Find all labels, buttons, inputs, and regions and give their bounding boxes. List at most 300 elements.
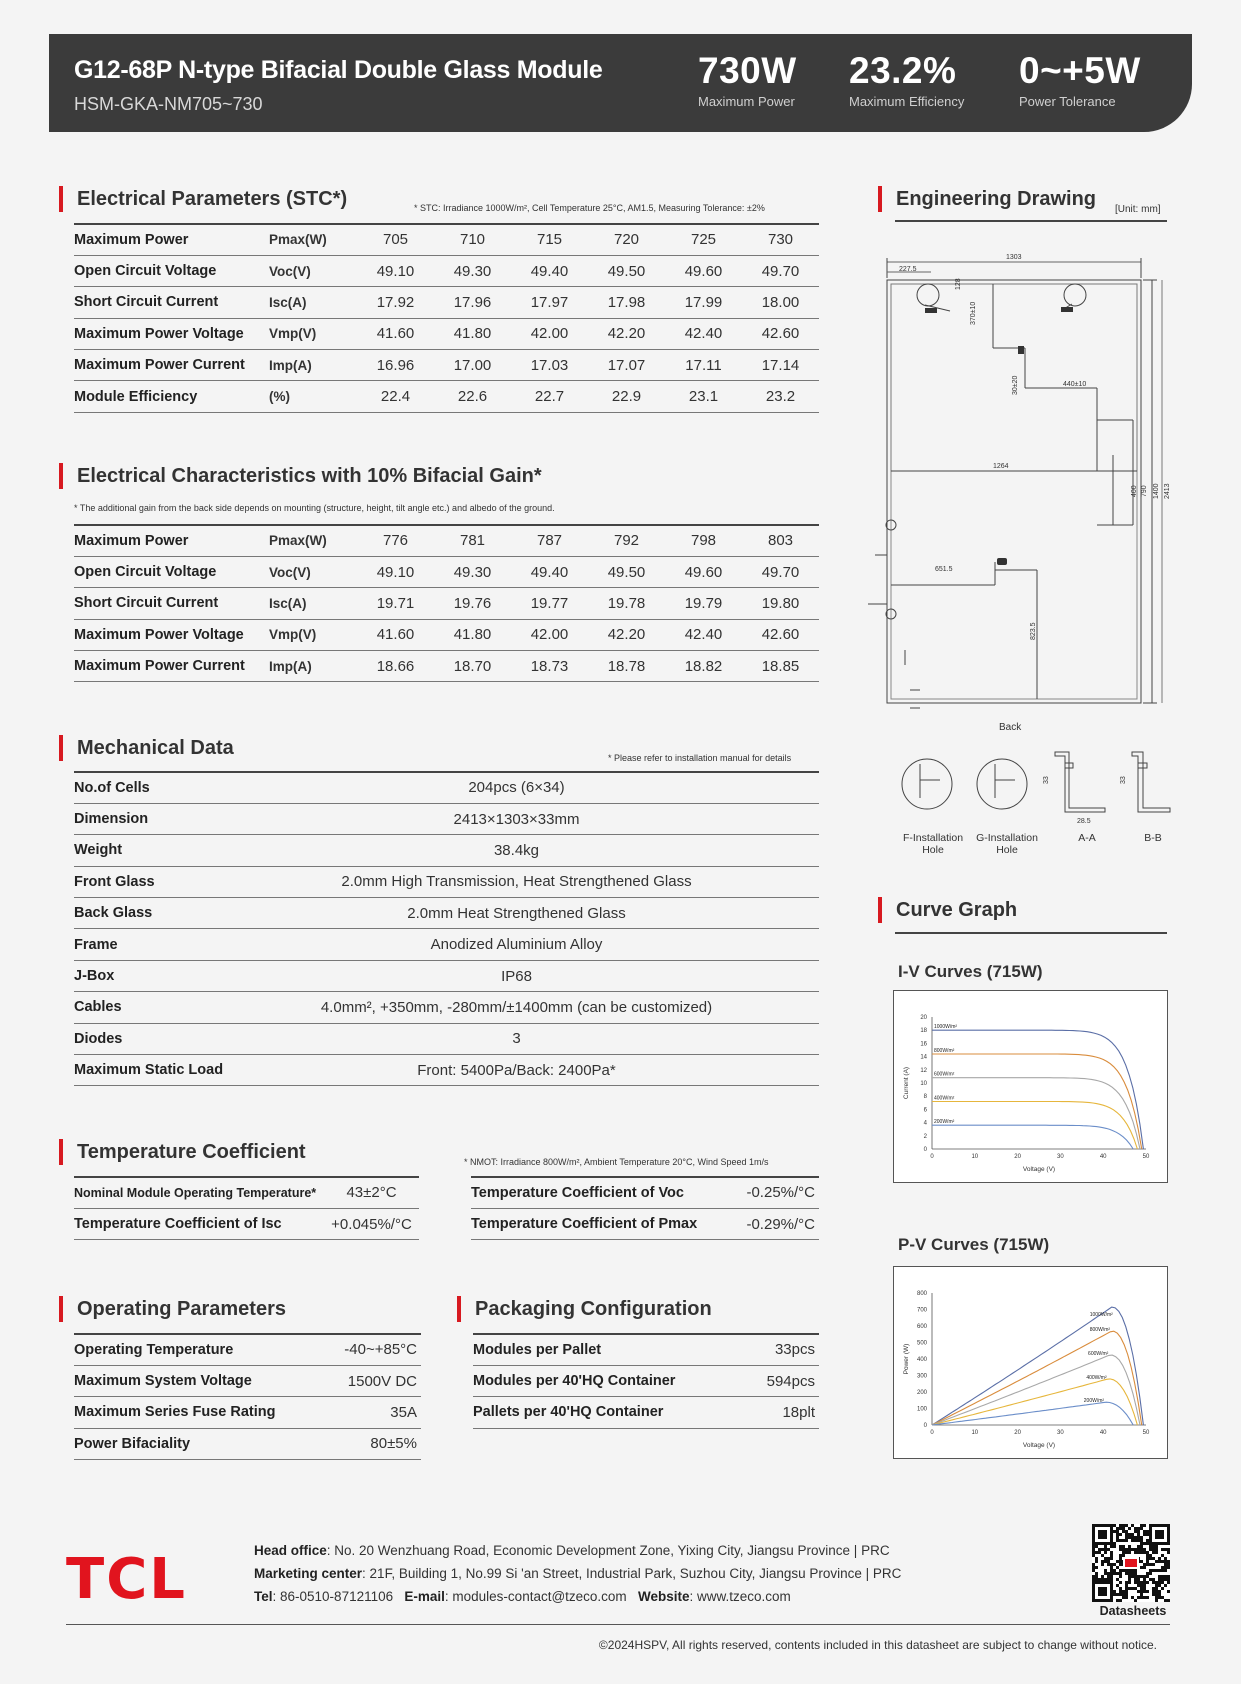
qr-module bbox=[1167, 1578, 1170, 1581]
pv-chart-title: P-V Curves (715W) bbox=[898, 1235, 1050, 1254]
mechanical-note: * Please refer to installation manual for details bbox=[608, 753, 792, 763]
row-label: Short Circuit Current bbox=[74, 287, 269, 318]
row-symbol: Pmax(W) bbox=[269, 224, 357, 255]
qr-module bbox=[1107, 1575, 1110, 1578]
row-symbol: Vmp(V) bbox=[269, 318, 357, 349]
row-value: Front: 5400Pa/Back: 2400Pa* bbox=[284, 1055, 819, 1086]
qr-module bbox=[1146, 1551, 1149, 1554]
row-value: 41.60 bbox=[357, 619, 434, 650]
qr-module bbox=[1149, 1557, 1152, 1560]
qr-module bbox=[1092, 1551, 1095, 1554]
row-label: Nominal Module Operating Temperature* bbox=[74, 1177, 324, 1208]
operating-table bbox=[74, 1333, 421, 1460]
table-row bbox=[473, 1397, 819, 1428]
qr-module bbox=[1116, 1530, 1119, 1533]
y-tick-label: 600 bbox=[916, 1324, 927, 1330]
qr-module bbox=[1125, 1548, 1128, 1551]
curve-title-rule bbox=[895, 932, 1167, 934]
section-bb: B-B bbox=[1144, 832, 1162, 844]
qr-module bbox=[1119, 1557, 1122, 1560]
table-row bbox=[74, 255, 819, 286]
row-value: 19.77 bbox=[511, 588, 588, 619]
qr-module bbox=[1122, 1596, 1125, 1599]
drawing-unit: [Unit: mm] bbox=[1115, 204, 1161, 215]
row-value: 41.80 bbox=[434, 619, 511, 650]
qr-module bbox=[1119, 1545, 1122, 1548]
qr-module bbox=[1119, 1599, 1122, 1602]
qr-module bbox=[1161, 1596, 1164, 1599]
qr-module bbox=[1125, 1524, 1128, 1527]
footer-rule bbox=[66, 1624, 1170, 1625]
row-value: 725 bbox=[665, 224, 742, 255]
qr-module bbox=[1161, 1581, 1164, 1584]
qr-module bbox=[1158, 1575, 1161, 1578]
row-value: 42.00 bbox=[511, 619, 588, 650]
qr-module bbox=[1158, 1557, 1161, 1560]
qr-module bbox=[1125, 1569, 1128, 1572]
row-value: 22.4 bbox=[357, 381, 434, 412]
qr-module bbox=[1119, 1569, 1122, 1572]
footer-head-office: Head office: No. 20 Wenzhuang Road, Economic Development Zone, Yixing City, Jiangsu Province | PRC bbox=[254, 1543, 890, 1558]
qr-module bbox=[1092, 1569, 1095, 1572]
qr-module bbox=[1125, 1551, 1128, 1554]
y-tick-label: 700 bbox=[916, 1307, 927, 1314]
qr-module bbox=[1125, 1539, 1128, 1542]
table-row bbox=[74, 992, 819, 1023]
qr-module bbox=[1152, 1545, 1155, 1548]
qr-module bbox=[1158, 1560, 1161, 1563]
row-value: 49.40 bbox=[511, 255, 588, 286]
qr-module bbox=[1098, 1551, 1101, 1554]
row-label: Operating Temperature bbox=[74, 1334, 314, 1365]
row-label: Short Circuit Current bbox=[74, 588, 269, 619]
stc-section-title: Electrical Parameters (STC*) bbox=[59, 186, 347, 212]
iv-chart-title: I-V Curves (715W) bbox=[898, 962, 1043, 981]
row-value: 22.9 bbox=[588, 381, 665, 412]
table-row bbox=[74, 1055, 819, 1086]
qr-module bbox=[1128, 1548, 1131, 1551]
qr-module bbox=[1143, 1566, 1146, 1569]
qr-module bbox=[1131, 1533, 1134, 1536]
row-value: 787 bbox=[511, 525, 588, 556]
qr-module bbox=[1098, 1578, 1101, 1581]
qr-module bbox=[1155, 1581, 1158, 1584]
qr-module bbox=[1095, 1578, 1098, 1581]
row-value: 22.6 bbox=[434, 381, 511, 412]
copyright: ©2024HSPV, All rights reserved, contents included in this datasheet are subject to change without notice. bbox=[598, 1638, 1157, 1652]
qr-module bbox=[1137, 1578, 1140, 1581]
qr-module bbox=[1119, 1572, 1122, 1575]
row-value: 803 bbox=[742, 525, 819, 556]
qr-module bbox=[1101, 1548, 1104, 1551]
qr-module bbox=[1095, 1545, 1098, 1548]
qr-module bbox=[1128, 1545, 1131, 1548]
mechanical-table bbox=[74, 771, 819, 1086]
table-row bbox=[473, 1365, 819, 1396]
qr-logo bbox=[1125, 1559, 1137, 1567]
table-row bbox=[74, 803, 819, 834]
qr-module bbox=[1113, 1542, 1116, 1545]
qr-module bbox=[1140, 1584, 1143, 1587]
qr-module bbox=[1113, 1530, 1116, 1533]
qr-module bbox=[1146, 1530, 1149, 1533]
qr-module bbox=[1101, 1563, 1104, 1566]
y-axis-label: Current (A) bbox=[903, 1066, 910, 1100]
qr-module bbox=[1158, 1596, 1161, 1599]
qr-module bbox=[1167, 1551, 1170, 1554]
qr-module bbox=[1095, 1551, 1098, 1554]
qr-module bbox=[1110, 1545, 1113, 1548]
series-label: 600W/m² bbox=[934, 1071, 955, 1078]
qr-module bbox=[1119, 1554, 1122, 1557]
row-value: 792 bbox=[588, 525, 665, 556]
row-symbol: Vmp(V) bbox=[269, 619, 357, 650]
qr-module bbox=[1140, 1527, 1143, 1530]
qr-finder bbox=[1098, 1587, 1107, 1596]
row-label: Maximum Power bbox=[74, 525, 269, 556]
qr-module bbox=[1122, 1524, 1125, 1527]
qr-module bbox=[1110, 1563, 1113, 1566]
qr-module bbox=[1125, 1536, 1128, 1539]
qr-module bbox=[1134, 1599, 1137, 1602]
qr-module bbox=[1137, 1533, 1140, 1536]
product-title: G12-68P N-type Bifacial Double Glass Module bbox=[74, 56, 603, 84]
row-label: Open Circuit Voltage bbox=[74, 556, 269, 587]
qr-module bbox=[1164, 1599, 1167, 1602]
dim-400: 400 bbox=[1131, 485, 1138, 497]
qr-module bbox=[1152, 1551, 1155, 1554]
qr-module bbox=[1143, 1584, 1146, 1587]
qr-module bbox=[1146, 1581, 1149, 1584]
row-value: 3 bbox=[284, 1023, 819, 1054]
qr-module bbox=[1155, 1548, 1158, 1551]
stc-table bbox=[74, 223, 819, 413]
row-label: Maximum Power Current bbox=[74, 651, 269, 682]
qr-module bbox=[1131, 1548, 1134, 1551]
qr-module bbox=[1152, 1587, 1155, 1590]
qr-module bbox=[1104, 1572, 1107, 1575]
qr-module bbox=[1143, 1587, 1146, 1590]
pv-chart-box bbox=[893, 1266, 1168, 1459]
qr-module bbox=[1164, 1557, 1167, 1560]
y-tick-label: 100 bbox=[916, 1406, 927, 1413]
qr-module bbox=[1110, 1557, 1113, 1560]
row-value: 49.40 bbox=[511, 556, 588, 587]
row-value: 41.80 bbox=[434, 318, 511, 349]
series-label: 600W/m² bbox=[1088, 1350, 1109, 1357]
table-row bbox=[74, 772, 819, 803]
qr-module bbox=[1167, 1575, 1170, 1578]
qr-module bbox=[1107, 1578, 1110, 1581]
qr-module bbox=[1110, 1551, 1113, 1554]
row-value: -40~+85°C bbox=[314, 1334, 421, 1365]
row-value: 33pcs bbox=[713, 1334, 819, 1365]
qr-module bbox=[1110, 1575, 1113, 1578]
qr-module bbox=[1128, 1569, 1131, 1572]
qr-module bbox=[1113, 1569, 1116, 1572]
table-row bbox=[74, 318, 819, 349]
row-symbol: Imp(A) bbox=[269, 350, 357, 381]
qr-module bbox=[1158, 1578, 1161, 1581]
row-value: 19.78 bbox=[588, 588, 665, 619]
dim-440: 440±10 bbox=[1063, 381, 1087, 388]
table-row bbox=[74, 350, 819, 381]
qr-code[interactable] bbox=[1092, 1524, 1170, 1602]
row-value: 49.60 bbox=[665, 556, 742, 587]
table-row bbox=[74, 898, 819, 929]
qr-module bbox=[1116, 1533, 1119, 1536]
x-tick-label: 50 bbox=[1142, 1430, 1150, 1436]
row-symbol: Isc(A) bbox=[269, 287, 357, 318]
table-row bbox=[74, 588, 819, 619]
table-row bbox=[74, 1177, 819, 1208]
row-value: 17.14 bbox=[742, 350, 819, 381]
qr-module bbox=[1134, 1539, 1137, 1542]
x-tick-label: 50 bbox=[1142, 1154, 1150, 1160]
qr-module bbox=[1134, 1572, 1137, 1575]
y-tick-label: 0 bbox=[923, 1147, 927, 1153]
qr-module bbox=[1092, 1566, 1095, 1569]
x-tick-label: 20 bbox=[1014, 1430, 1021, 1436]
row-symbol: (%) bbox=[269, 381, 357, 412]
table-row bbox=[74, 287, 819, 318]
qr-module bbox=[1146, 1533, 1149, 1536]
x-tick-label: 10 bbox=[971, 1430, 979, 1436]
qr-module bbox=[1155, 1545, 1158, 1548]
y-tick-label: 4 bbox=[923, 1120, 927, 1127]
qr-module bbox=[1137, 1596, 1140, 1599]
dim-width: 1303 bbox=[1006, 254, 1022, 261]
y-tick-label: 300 bbox=[916, 1373, 927, 1380]
qr-module bbox=[1140, 1542, 1143, 1545]
row-value: -0.25%/°C bbox=[721, 1177, 819, 1208]
qr-module bbox=[1140, 1560, 1143, 1563]
qr-module bbox=[1134, 1548, 1137, 1551]
email-link[interactable]: : modules-contact@tzeco.com bbox=[444, 1589, 627, 1604]
table-row bbox=[74, 866, 819, 897]
row-value: 42.20 bbox=[588, 318, 665, 349]
qr-module bbox=[1101, 1575, 1104, 1578]
qr-module bbox=[1137, 1551, 1140, 1554]
qr-module bbox=[1101, 1560, 1104, 1563]
row-value: 2.0mm High Transmission, Heat Strengthened Glass bbox=[284, 866, 819, 897]
qr-module bbox=[1149, 1545, 1152, 1548]
y-tick-label: 14 bbox=[920, 1054, 927, 1061]
qr-module bbox=[1107, 1557, 1110, 1560]
qr-module bbox=[1092, 1578, 1095, 1581]
row-value: Anodized Aluminium Alloy bbox=[284, 929, 819, 960]
pv-chart bbox=[894, 1267, 1167, 1458]
qr-module bbox=[1122, 1551, 1125, 1554]
qr-module bbox=[1143, 1530, 1146, 1533]
packaging-table bbox=[473, 1333, 819, 1429]
qr-module bbox=[1095, 1560, 1098, 1563]
qr-module bbox=[1131, 1575, 1134, 1578]
qr-module bbox=[1143, 1524, 1146, 1527]
qr-module bbox=[1155, 1590, 1158, 1593]
qr-module bbox=[1119, 1527, 1122, 1530]
qr-module bbox=[1146, 1560, 1149, 1563]
qr-module bbox=[1128, 1578, 1131, 1581]
table-row bbox=[74, 1428, 421, 1459]
series-line bbox=[932, 1331, 1142, 1425]
x-tick-label: 40 bbox=[1099, 1430, 1107, 1436]
qr-module bbox=[1107, 1563, 1110, 1566]
qr-module bbox=[1152, 1548, 1155, 1551]
row-label: Temperature Coefficient of Pmax bbox=[471, 1208, 721, 1239]
row-value: 4.0mm², +350mm, -280mm/±1400mm (can be customized) bbox=[284, 992, 819, 1023]
qr-module bbox=[1101, 1554, 1104, 1557]
table-row bbox=[74, 525, 819, 556]
qr-module bbox=[1107, 1560, 1110, 1563]
row-value: 710 bbox=[434, 224, 511, 255]
series-label: 400W/m² bbox=[1086, 1374, 1107, 1381]
row-value: 715 bbox=[511, 224, 588, 255]
row-value: 18.73 bbox=[511, 651, 588, 682]
row-label: Maximum Static Load bbox=[74, 1055, 284, 1086]
qr-module bbox=[1149, 1548, 1152, 1551]
qr-module bbox=[1092, 1575, 1095, 1578]
row-value: 1500V DC bbox=[314, 1365, 421, 1396]
table-row bbox=[74, 1397, 421, 1428]
qr-module bbox=[1167, 1548, 1170, 1551]
y-axis-label: Power (W) bbox=[903, 1343, 910, 1375]
qr-module bbox=[1131, 1539, 1134, 1542]
y-tick-label: 200 bbox=[916, 1390, 927, 1396]
qr-module bbox=[1140, 1524, 1143, 1527]
y-tick-label: 800 bbox=[916, 1291, 927, 1297]
qr-module bbox=[1161, 1575, 1164, 1578]
series-line bbox=[932, 1030, 1143, 1149]
qr-module bbox=[1167, 1560, 1170, 1563]
row-value: 41.60 bbox=[357, 318, 434, 349]
row-symbol: Voc(V) bbox=[269, 255, 357, 286]
qr-module bbox=[1092, 1545, 1095, 1548]
bifacial-note: * The additional gain from the back side depends on mounting (structure, height, tilt angle etc.) and albedo of the ground. bbox=[74, 503, 555, 513]
packaging-section-title: Packaging Configuration bbox=[457, 1296, 712, 1322]
qr-module bbox=[1125, 1581, 1128, 1584]
qr-module bbox=[1167, 1566, 1170, 1569]
dim-28-5: 28.5 bbox=[1077, 818, 1091, 825]
dim-1400: 1400 bbox=[1153, 483, 1160, 499]
row-value: 49.50 bbox=[588, 556, 665, 587]
qr-module bbox=[1122, 1554, 1125, 1557]
qr-module bbox=[1161, 1587, 1164, 1590]
qr-module bbox=[1149, 1563, 1152, 1566]
qr-module bbox=[1143, 1590, 1146, 1593]
table-row bbox=[74, 1023, 819, 1054]
gap-cell bbox=[419, 1208, 471, 1239]
qr-module bbox=[1137, 1530, 1140, 1533]
qr-module bbox=[1116, 1539, 1119, 1542]
qr-module bbox=[1140, 1587, 1143, 1590]
table-row bbox=[74, 1208, 819, 1239]
qr-module bbox=[1140, 1545, 1143, 1548]
qr-module bbox=[1119, 1560, 1122, 1563]
qr-module bbox=[1158, 1593, 1161, 1596]
row-label: Module Efficiency bbox=[74, 381, 269, 412]
qr-module bbox=[1131, 1524, 1134, 1527]
row-label: Maximum System Voltage bbox=[74, 1365, 314, 1396]
qr-module bbox=[1146, 1572, 1149, 1575]
drawing-title-rule bbox=[895, 220, 1167, 222]
temperature-section-title: Temperature Coefficient bbox=[59, 1139, 306, 1165]
qr-module bbox=[1164, 1548, 1167, 1551]
qr-module bbox=[1146, 1542, 1149, 1545]
row-label: Maximum Series Fuse Rating bbox=[74, 1397, 314, 1428]
qr-module bbox=[1116, 1584, 1119, 1587]
x-tick-label: 0 bbox=[930, 1154, 934, 1160]
series-line bbox=[932, 1078, 1140, 1149]
qr-module bbox=[1125, 1596, 1128, 1599]
qr-module bbox=[1119, 1590, 1122, 1593]
qr-module bbox=[1155, 1596, 1158, 1599]
row-symbol: Isc(A) bbox=[269, 588, 357, 619]
qr-module bbox=[1113, 1590, 1116, 1593]
row-label: Modules per 40'HQ Container bbox=[473, 1365, 713, 1396]
row-value: 38.4kg bbox=[284, 835, 819, 866]
row-value: 18.85 bbox=[742, 651, 819, 682]
row-value: 18plt bbox=[713, 1397, 819, 1428]
qr-label: Datasheets bbox=[1099, 1604, 1167, 1618]
qr-module bbox=[1143, 1596, 1146, 1599]
website-link[interactable]: : www.tzeco.com bbox=[689, 1589, 791, 1604]
qr-module bbox=[1095, 1572, 1098, 1575]
row-value: 2.0mm Heat Strengthened Glass bbox=[284, 898, 819, 929]
qr-module bbox=[1140, 1539, 1143, 1542]
temperature-note: * NMOT: Irradiance 800W/m², Ambient Temperature 20°C, Wind Speed 1m/s bbox=[464, 1157, 769, 1167]
qr-module bbox=[1131, 1596, 1134, 1599]
qr-module bbox=[1155, 1569, 1158, 1572]
qr-module bbox=[1119, 1539, 1122, 1542]
qr-module bbox=[1128, 1527, 1131, 1530]
row-value: 23.1 bbox=[665, 381, 742, 412]
qr-module bbox=[1146, 1539, 1149, 1542]
row-value: 781 bbox=[434, 525, 511, 556]
qr-module bbox=[1116, 1599, 1119, 1602]
qr-module bbox=[1155, 1551, 1158, 1554]
qr-module bbox=[1146, 1554, 1149, 1557]
series-label: 200W/m² bbox=[934, 1119, 955, 1126]
qr-module bbox=[1149, 1578, 1152, 1581]
row-label: Frame bbox=[74, 929, 284, 960]
row-value: IP68 bbox=[284, 960, 819, 991]
qr-module bbox=[1134, 1551, 1137, 1554]
qr-module bbox=[1110, 1572, 1113, 1575]
row-label: J-Box bbox=[74, 960, 284, 991]
qr-module bbox=[1104, 1569, 1107, 1572]
qr-module bbox=[1143, 1575, 1146, 1578]
row-value: 49.30 bbox=[434, 556, 511, 587]
qr-module bbox=[1122, 1593, 1125, 1596]
qr-module bbox=[1140, 1536, 1143, 1539]
series-label: 1000W/m² bbox=[934, 1024, 958, 1031]
qr-module bbox=[1128, 1551, 1131, 1554]
x-tick-label: 40 bbox=[1099, 1154, 1107, 1160]
qr-module bbox=[1125, 1587, 1128, 1590]
engineering-drawing bbox=[865, 250, 1175, 860]
row-value: 17.97 bbox=[511, 287, 588, 318]
table-row bbox=[74, 835, 819, 866]
module-outline bbox=[887, 280, 1141, 703]
qr-module bbox=[1110, 1554, 1113, 1557]
dim-128: 128 bbox=[955, 278, 962, 290]
qr-module bbox=[1122, 1590, 1125, 1593]
row-label: Weight bbox=[74, 835, 284, 866]
row-value: 49.60 bbox=[665, 255, 742, 286]
qr-module bbox=[1128, 1572, 1131, 1575]
qr-module bbox=[1140, 1593, 1143, 1596]
